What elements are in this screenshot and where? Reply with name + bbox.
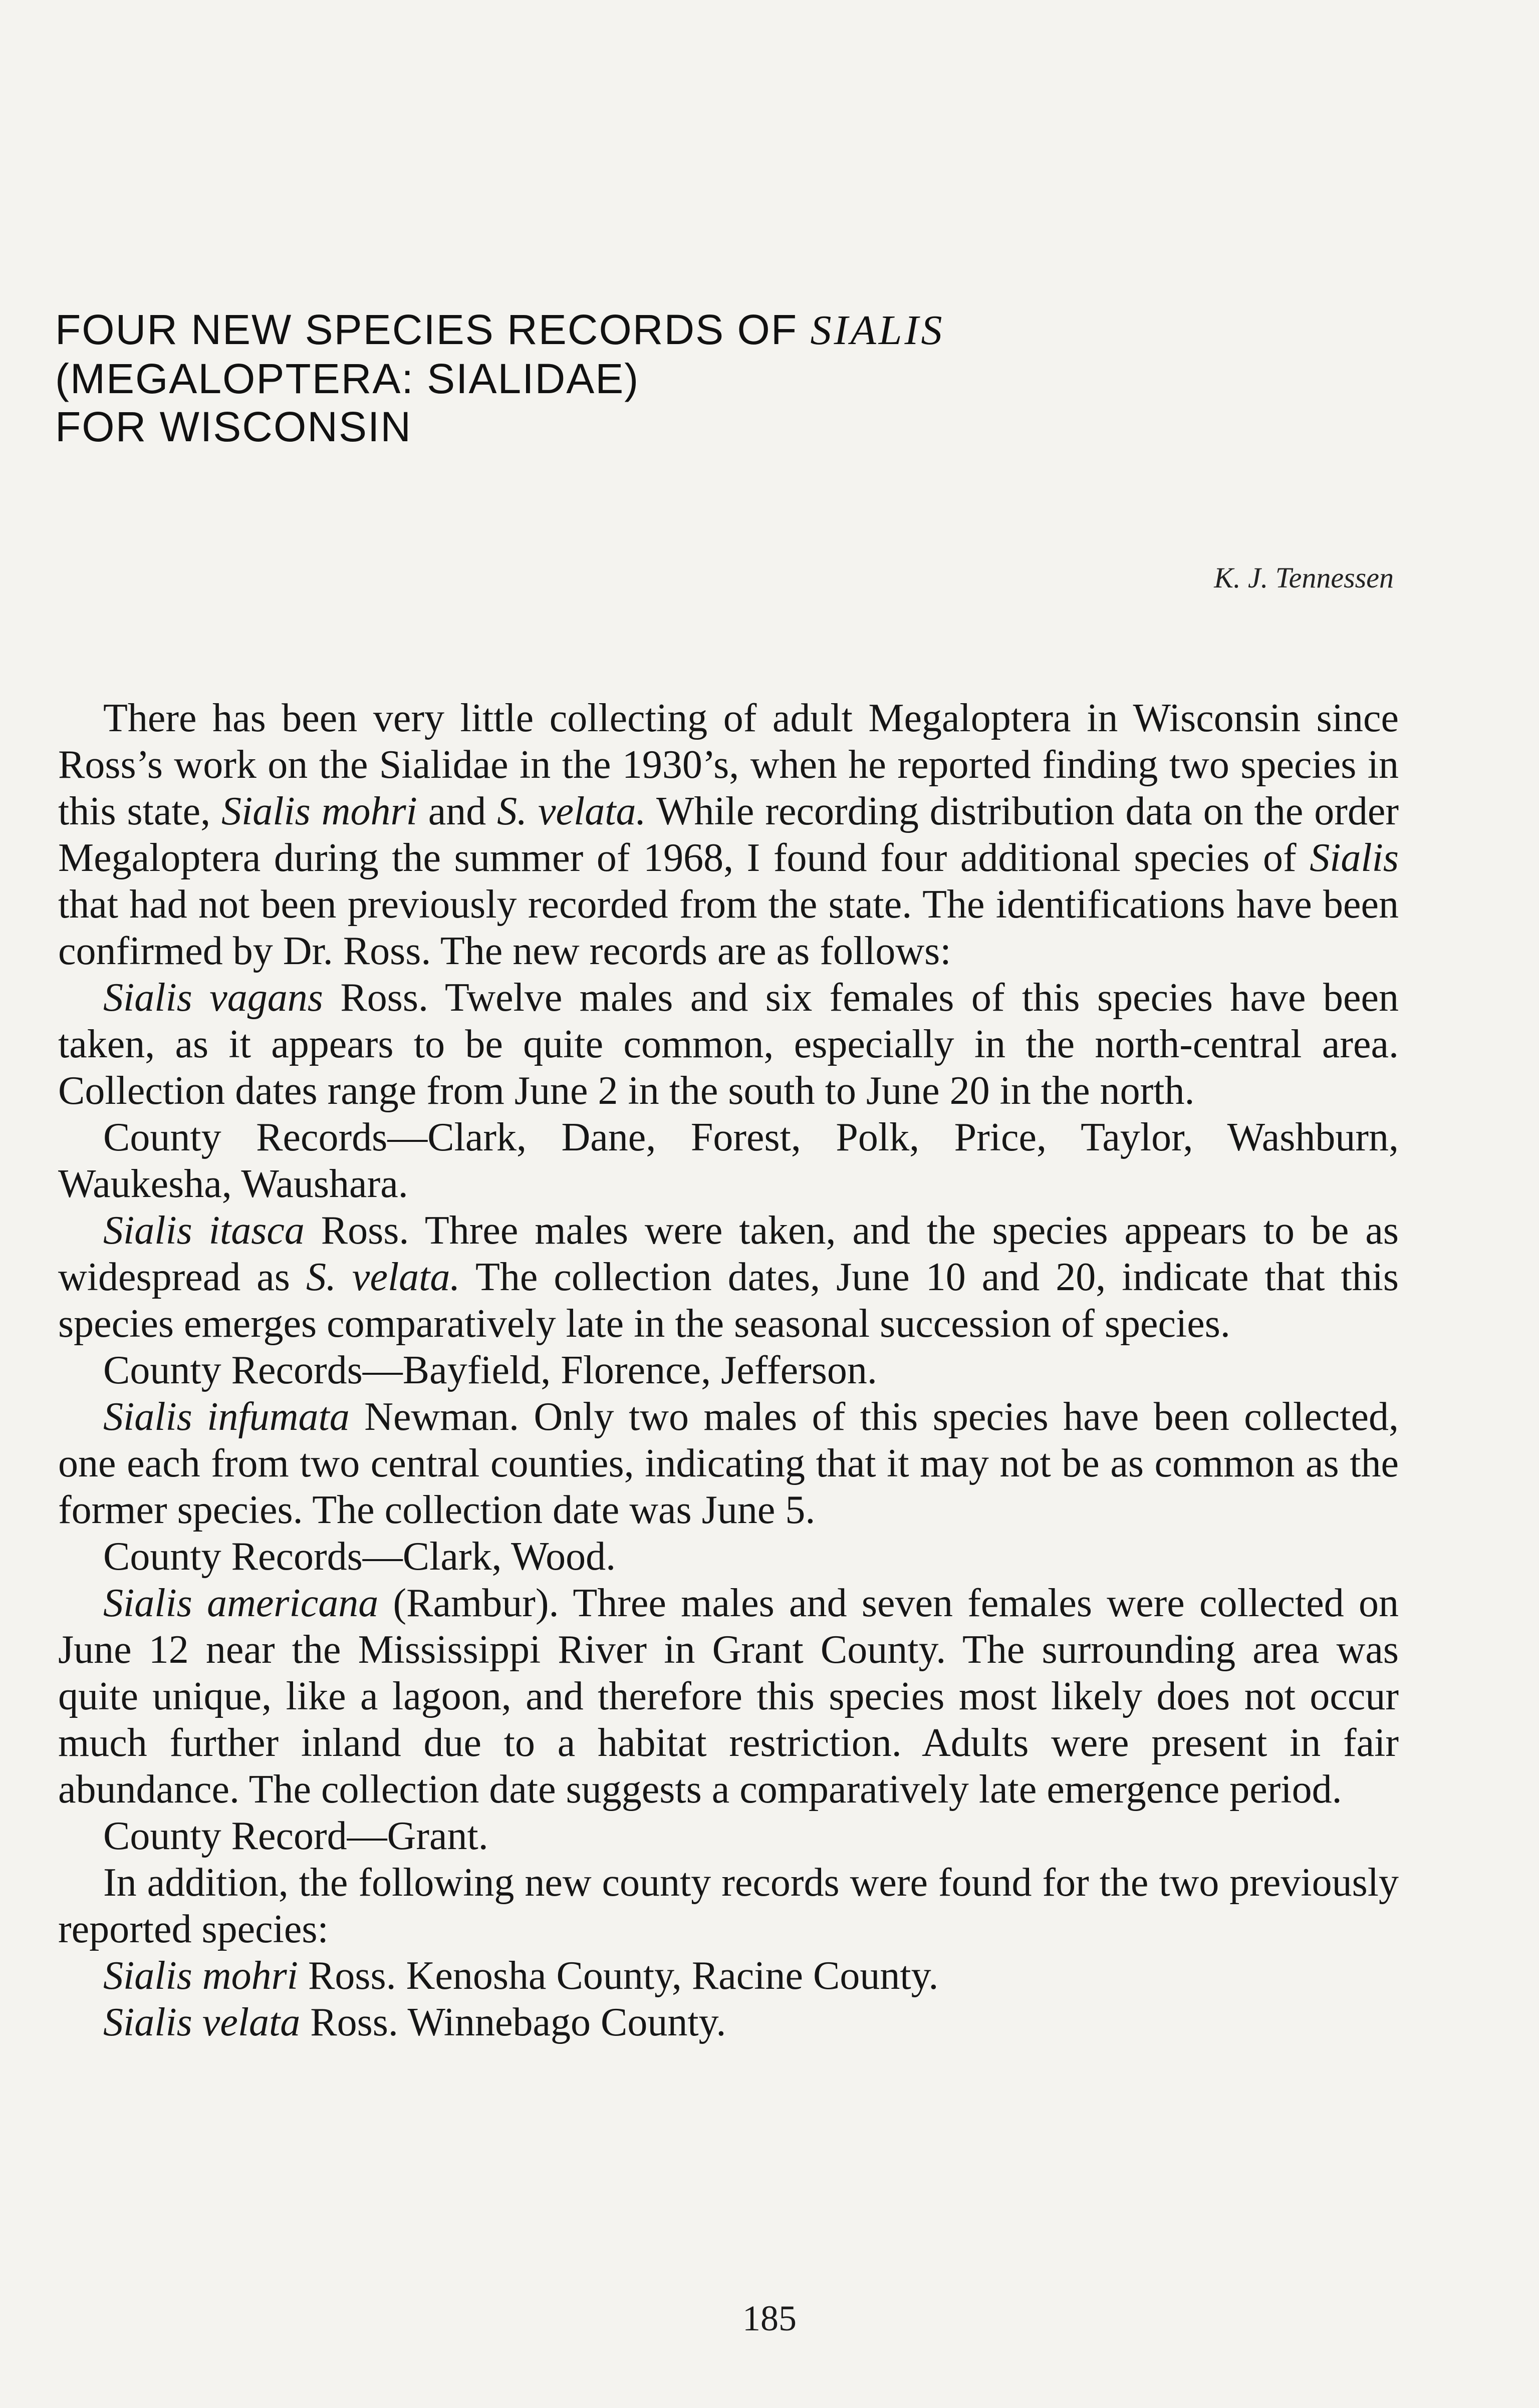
paragraph-intro — [58, 695, 1399, 975]
mohri-record-text: Ross. Kenosha County, Racine County. — [298, 1954, 939, 1998]
species-mohri: Sialis mohri — [221, 789, 417, 833]
title-line-1-text: FOUR NEW SPECIES RECORDS OF — [55, 306, 811, 353]
paragraph-infumata — [58, 1394, 1399, 1534]
intro-end: that had not been previously recorded from the state. The identifications have been confirmed by Dr. Ross. The new records are as follows: — [58, 882, 1399, 973]
record-mohri — [58, 1953, 1399, 1999]
itasca-text: Ross. Three males were taken, and the species appears to be as widespread as — [58, 1209, 1399, 1299]
vagans-text: Ross. Twelve males and six females of this species have been taken, as it appears to be quite common, especially in the north-central area. Collection dates range from June 2 in the south to June 20 in the north. — [58, 976, 1399, 1113]
species-mohri-record: Sialis mohri — [103, 1954, 298, 1998]
page-number: 185 — [742, 2298, 797, 2338]
author-name: K. J. Tennessen — [1214, 561, 1394, 594]
species-velata-record: Sialis velata — [103, 2000, 301, 2044]
paragraph-itasca — [58, 1208, 1399, 1347]
species-americana: Sialis americana — [103, 1581, 379, 1625]
intro-text: There has been very little collecting of adult Megaloptera in Wisconsin since Ross’s work on the Sialidae in the 1930’s, when he reported finding two species in this state, — [58, 696, 1399, 833]
species-itasca: Sialis itasca — [103, 1209, 305, 1253]
paragraph-americana — [58, 1580, 1399, 1813]
species-infumata: Sialis infumata — [103, 1395, 350, 1439]
intro-and: and — [417, 789, 497, 833]
county-records-infumata: County Records—Clark, Wood. — [103, 1535, 616, 1579]
title-line-2: (MEGALOPTERA: SIALIDAE) — [55, 355, 640, 402]
article-title — [55, 306, 1358, 451]
record-velata — [58, 1999, 1399, 2046]
county-record-americana: County Record—Grant. — [103, 1814, 488, 1858]
species-velata-ref: S. velata. — [306, 1255, 460, 1299]
title-line-3: FOR WISCONSIN — [55, 403, 412, 450]
species-vagans: Sialis vagans — [103, 976, 323, 1020]
infumata-text: Newman. Only two males of this species have been collected, one each from two central counties, indicating that it may not be as common as the former species. The collection date was June 5. — [58, 1395, 1399, 1532]
title-line-1 — [55, 306, 1358, 355]
article-body — [58, 695, 1399, 2046]
genus-sialis: Sialis — [1310, 836, 1399, 880]
county-records-vagans: County Records—Clark, Dane, Forest, Polk, Price, Taylor, Washburn, Waukesha, Waushara. — [58, 1115, 1399, 1206]
americana-text: (Rambur). Three males and seven females were collected on June 12 near the Mississippi River in Grant County. The surrounding area was quite unique, like a lagoon, and therefore this species most likely does not occur much further inland due to a habitat restriction. Adults were present in fair abundance. The collection date suggests a comparatively late emergence period. — [58, 1581, 1399, 1812]
paragraph-vagans — [58, 975, 1399, 1114]
itasca-end: The collection dates, June 10 and 20, indicate that this species emerges comparatively late in the seasonal succession of species. — [58, 1255, 1399, 1346]
county-records-itasca: County Records—Bayfield, Florence, Jefferson. — [103, 1348, 877, 1392]
paragraph-additional: In addition, the following new county records were found for the two previously reported species: — [58, 1861, 1399, 1951]
title-genus: SIALIS — [810, 307, 945, 354]
velata-record-text: Ross. Winnebago County. — [300, 2000, 726, 2044]
intro-cont: While recording distribution data on the order Megaloptera during the summer of 1968, I found four additional species of — [58, 789, 1399, 880]
species-velata: S. velata. — [497, 789, 646, 833]
